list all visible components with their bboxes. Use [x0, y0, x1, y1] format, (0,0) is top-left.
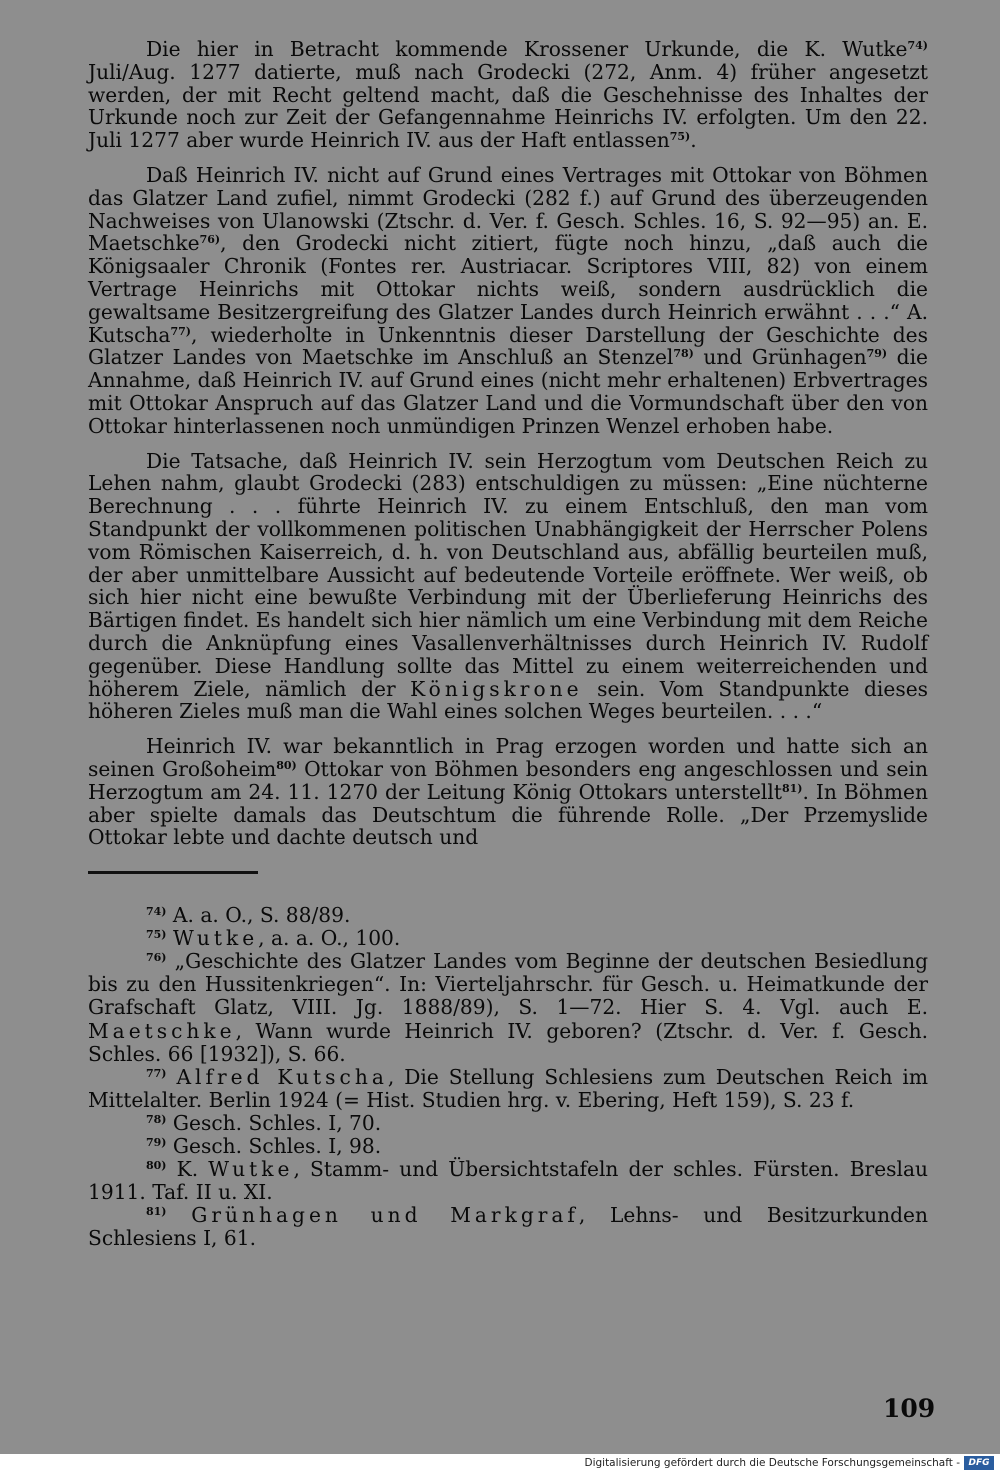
spaced-text: Alfred Kutscha: [176, 1064, 388, 1089]
text-run: [167, 1203, 192, 1227]
footnote-fn74: [88, 904, 928, 927]
paragraph-p1: [88, 38, 928, 152]
text-run: , Wann wurde Heinrich IV. geboren? (Ztschr. d. Ver. f. Gesch. Schles. 66 [1932]), S. 66.: [88, 1018, 928, 1066]
dfg-logo-icon: DFG: [964, 1456, 994, 1470]
footnote-fn79: [88, 1135, 928, 1158]
footnote-ref: 79): [146, 1136, 167, 1150]
footnote-ref: 75): [146, 928, 167, 942]
text-run: , Stamm- und Übersichtstafeln der schles. Fürsten. Breslau 1911. Taf. II u. XI.: [88, 1157, 928, 1205]
footnote-ref: 75): [669, 130, 691, 144]
footnote-ref: 74): [146, 905, 167, 919]
footnote-ref: 80): [276, 758, 297, 772]
spaced-text: Maetschke: [88, 1018, 236, 1043]
text-run: Daß Heinrich IV. nicht auf Grund eines Vertrages mit Ottokar von Böhmen das Glatzer Land zufiel, nimmt Grodecki (282 f.) auf Grund des überzeugenden Nachweises von Ulanowski (Ztschr. d. Ver. f. Gesch. Schles. 16, S. 92—95) an. E. Maetschke: [88, 162, 928, 256]
spaced-text: Grünhagen und Markgraf: [191, 1203, 579, 1228]
text-run: „Geschichte des Glatzer Landes vom Beginne der deutschen Besiedlung bis zu den Hussitenkriegen“. In: Vierteljahrschr. für Gesch. u. Heimatkunde der Grafschaft Glatz, VIII. Jg. 1888/89), S. 1—72. Hier S. 4. Vgl. auch E.: [88, 949, 928, 1020]
spaced-text: Königskrone: [410, 676, 583, 701]
text-run: Juli/Aug. 1277 datierte, muß nach Grodecki (272, Anm. 4) früher angesetzt werden, der mit Recht geltend macht, daß die Geschehnisse des Inhaltes der Urkunde noch zur Zeit der Gefangennahme Heinrichs IV. erfolgten. Um den 22. Juli 1277 aber wurde Heinrich IV. aus der Haft entlassen: [88, 59, 928, 153]
text-run: A. a. O., S. 88/89.: [166, 903, 351, 928]
text-run: Gesch. Schles. I, 98.: [166, 1134, 382, 1159]
text-run: die Annahme, daß Heinrich IV. auf Grund eines (nicht mehr erhaltenen) Erbvertrages mit Ottokar Anspruch auf das Glatzer Land und die Vormundschaft über den von Ottokar hinterlassenen noch unmündigen Prinzen Wenzel erhoben habe.: [88, 345, 928, 438]
paragraph-p3: [88, 450, 928, 724]
spaced-text: Wutke: [208, 1157, 294, 1182]
digitization-footer: [0, 1454, 1000, 1473]
footnote-ref: 76): [199, 233, 221, 247]
footnote-separator: [88, 871, 258, 874]
text-run: Heinrich IV. war bekanntlich in Prag erzogen worden und hatte sich an seinen Großoheim: [88, 734, 928, 781]
page-body: [88, 38, 928, 1251]
text-run: , a. a. O., 100.: [258, 926, 401, 951]
text-run: , Die Stellung Schlesiens zum Deutschen Reich im Mittelalter. Berlin 1924 (= Hist. Studien hrg. v. Ebering, Heft 159), S. 23 f.: [88, 1064, 928, 1112]
footnote-ref: 76): [146, 951, 167, 965]
footnote-ref: 77): [146, 1066, 167, 1080]
text-run: Ottokar von Böhmen besonders eng angeschlossen und sein Herzogtum am 24. 11. 1270 der Leitung König Ottokars unterstellt: [88, 756, 928, 804]
text-run: [167, 1065, 177, 1089]
text-run: , wiederholte in Unkenntnis dieser Darstellung der Geschichte des Glatzer Landes von Maetschke im Anschluß an Stenzel: [88, 322, 928, 370]
footnote-ref: 81): [781, 781, 803, 795]
text-run: Die Tatsache, daß Heinrich IV. sein Herzogtum vom Deutschen Reich zu Lehen nahm, glaubt Grodecki (283) entschuldigen zu müssen: „Eine nüchterne Berechnung . . . führte Heinrich IV. zu einem Entschluß, den man vom Standpunkt der vollkommenen politischen Unabhängigkeit der Herrscher Polens vom Römischen Kaiserreich, d. h. von Deutschland aus, abfällig beurteilen muß, der aber unmittelbare Aussicht auf bedeutende Vorteile eröffnete. Wer weiß, ob sich hier nicht eine bewußte Verbindung mit der Überlieferung Heinrichs des Bärtigen findet. Es handelt sich hier nämlich um eine Verbindung mit dem Reiche durch die Anknüpfung eines Vasallenverhältnisses durch Heinrich IV. Rudolf gegenüber. Diese Handlung sollte das Mittel zu einem weiterreichenden und höherem Ziele, nämlich der: [88, 448, 928, 701]
footnote-fn80: [88, 1158, 928, 1204]
text-run: sein. Vom Standpunkte dieses höheren Zieles muß man die Wahl eines solchen Weges beurteilen. . . .“: [88, 676, 928, 724]
footnote-ref: 78): [146, 1112, 167, 1126]
footnote-fn78: [88, 1112, 928, 1135]
footnote-fn77: [88, 1066, 928, 1112]
text-run: K.: [166, 1157, 209, 1182]
text-run: .: [690, 128, 697, 153]
footnote-ref: 74): [907, 39, 928, 52]
main-text: [88, 38, 928, 849]
footnote-ref: 81): [146, 1205, 167, 1219]
text-run: und Grünhagen: [693, 345, 867, 370]
footer-credit-text: Digitalisierung gefördert durch die Deutsche Forschungsgemeinschaft -: [584, 1457, 960, 1469]
text-run: , Lehns- und Besitzurkunden Schlesiens I, 61.: [88, 1203, 928, 1251]
footnote-ref: 78): [673, 347, 694, 361]
footnotes: [88, 904, 928, 1250]
footnote-ref: 77): [170, 324, 191, 338]
paragraph-p2: [88, 164, 928, 438]
spaced-text: Wutke: [172, 926, 259, 951]
text-run: . In Böhmen aber spielte damals das Deutschtum die führende Rolle. „Der Przemyslide Ottokar lebte und dachte deutsch und: [88, 779, 928, 850]
text-run: , den Grodecki nicht zitiert, fügte noch hinzu, „daß auch die Königsaaler Chronik (Fontes rer. Austriacar. Scriptores VIII, 82) von einem Vertrage Heinrichs mit Ottokar nichts weiß, sondern ausdrücklich die gewaltsame Besitzergreifung des Glatzer Landes durch Heinrich erwähnt . . .“ A. Kutscha: [88, 231, 928, 347]
text-run: Gesch. Schles. I, 70.: [166, 1110, 382, 1135]
footnote-ref: 79): [866, 347, 888, 361]
paragraph-p4: [88, 735, 928, 849]
footnote-fn76: [88, 950, 928, 1065]
footnote-fn75: [88, 927, 928, 950]
footnote-fn81: [88, 1204, 928, 1250]
text-run: Die hier in Betracht kommende Krossener Urkunde, die K. Wutke: [146, 37, 908, 61]
page-number: 109: [883, 1394, 936, 1423]
footnote-ref: 80): [146, 1159, 167, 1173]
